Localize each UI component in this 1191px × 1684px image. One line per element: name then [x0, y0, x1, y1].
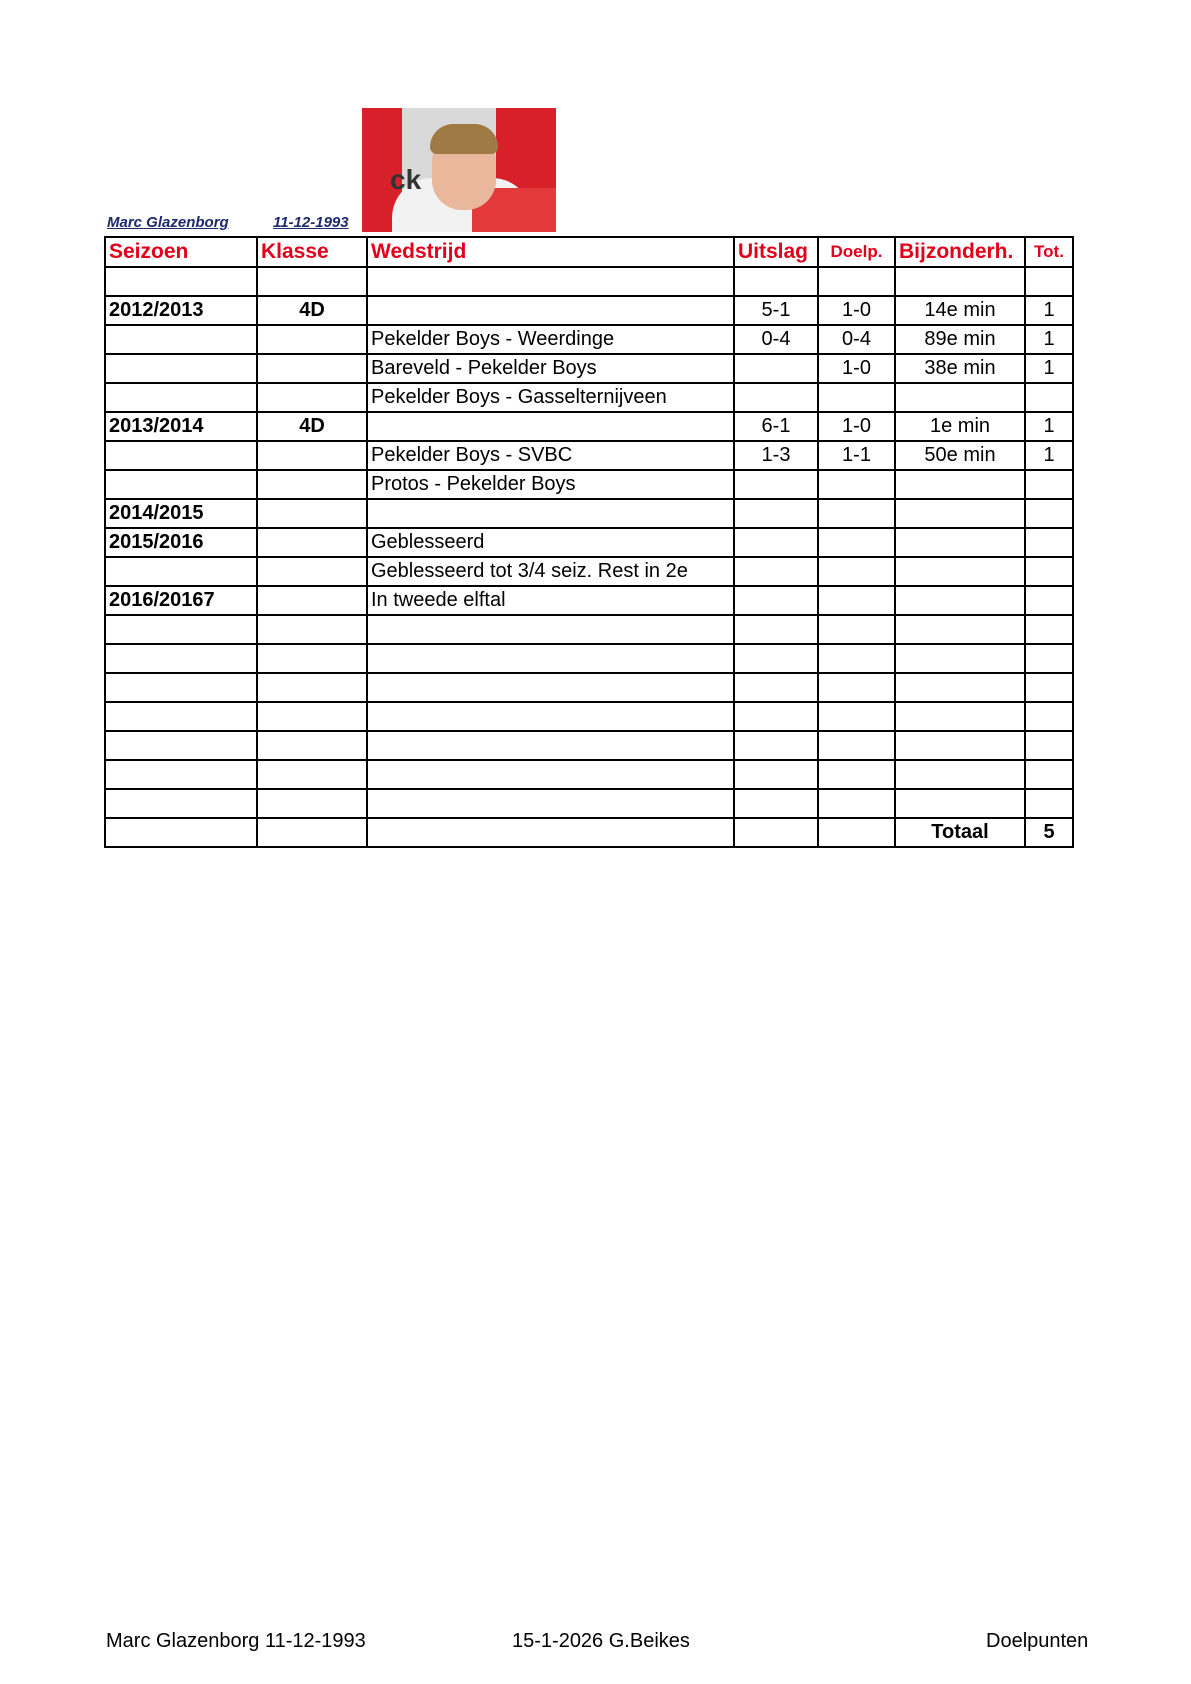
table-row: [105, 789, 1073, 818]
cell-tot: 1: [1025, 441, 1073, 470]
cell-wedstrijd: Protos - Pekelder Boys: [367, 470, 734, 499]
cell-doelp: [818, 557, 895, 586]
cell-bijzonderh: [895, 557, 1025, 586]
header-klasse: Klasse: [257, 237, 367, 267]
cell-uitslag: 0-4: [734, 325, 818, 354]
cell-seizoen: [105, 673, 257, 702]
cell-doelp: [818, 731, 895, 760]
cell-wedstrijd: Geblesseerd: [367, 528, 734, 557]
cell-bijzonderh: [895, 470, 1025, 499]
cell-klasse: [257, 470, 367, 499]
cell-doelp: [818, 673, 895, 702]
table-header-row: [105, 237, 1073, 267]
cell-klasse: [257, 586, 367, 615]
cell-klasse: [257, 673, 367, 702]
cell-bijzonderh: [895, 731, 1025, 760]
table-row: [105, 528, 1073, 557]
totaal-row: [105, 818, 1073, 847]
cell-wedstrijd: [367, 702, 734, 731]
cell-uitslag: [734, 789, 818, 818]
cell-uitslag: [734, 673, 818, 702]
cell-tot: [1025, 383, 1073, 412]
cell-tot: [1025, 267, 1073, 296]
cell-bijzonderh: [895, 499, 1025, 528]
cell-seizoen: [105, 267, 257, 296]
cell-bijzonderh: [895, 789, 1025, 818]
cell-uitslag: [734, 528, 818, 557]
cell-wedstrijd: Pekelder Boys - Weerdinge: [367, 325, 734, 354]
cell-seizoen: [105, 789, 257, 818]
cell-seizoen: [105, 441, 257, 470]
cell-wedstrijd: In tweede elftal: [367, 586, 734, 615]
cell-uitslag: [734, 644, 818, 673]
cell-tot: [1025, 673, 1073, 702]
cell-seizoen: [105, 557, 257, 586]
cell-uitslag: [734, 499, 818, 528]
cell-seizoen: [105, 760, 257, 789]
cell-seizoen: [105, 325, 257, 354]
table-row: [105, 557, 1073, 586]
cell-doelp: [818, 470, 895, 499]
cell-wedstrijd: Geblesseerd tot 3/4 seiz. Rest in 2e: [367, 557, 734, 586]
table-row: [105, 586, 1073, 615]
cell-tot: 1: [1025, 412, 1073, 441]
cell-wedstrijd: [367, 499, 734, 528]
cell-bijzonderh: [895, 702, 1025, 731]
cell-bijzonderh: 1e min: [895, 412, 1025, 441]
cell-seizoen: 2016/20167: [105, 586, 257, 615]
table-row: [105, 441, 1073, 470]
cell-bijzonderh: [895, 586, 1025, 615]
cell-seizoen: [105, 354, 257, 383]
cell-doelp: [818, 615, 895, 644]
cell-klasse: [257, 528, 367, 557]
cell-bijzonderh: [895, 528, 1025, 557]
cell-tot: [1025, 702, 1073, 731]
cell-doelp: [818, 383, 895, 412]
footer-right: Doelpunten: [986, 1630, 1089, 1652]
cell-klasse: [257, 354, 367, 383]
table-row: [105, 731, 1073, 760]
cell-wedstrijd: Pekelder Boys - SVBC: [367, 441, 734, 470]
cell-wedstrijd: [367, 644, 734, 673]
cell-uitslag: [734, 354, 818, 383]
cell-klasse: 4D: [257, 296, 367, 325]
cell-uitslag: 6-1: [734, 412, 818, 441]
totaal-label: Totaal: [895, 818, 1025, 847]
cell-bijzonderh: 50e min: [895, 441, 1025, 470]
cell-klasse: [257, 325, 367, 354]
cell-klasse: [257, 557, 367, 586]
cell-doelp: 0-4: [818, 325, 895, 354]
cell-doelp: [818, 499, 895, 528]
cell-doelp: 1-0: [818, 354, 895, 383]
cell-doelp: [818, 644, 895, 673]
cell-tot: [1025, 760, 1073, 789]
cell-tot: 1: [1025, 354, 1073, 383]
cell-wedstrijd: [367, 673, 734, 702]
goals-table: [104, 236, 1074, 848]
cell-tot: [1025, 644, 1073, 673]
table-row: [105, 412, 1073, 441]
header-uitslag: Uitslag: [734, 237, 818, 267]
cell-bijzonderh: [895, 383, 1025, 412]
cell-klasse: [257, 731, 367, 760]
cell-klasse: [257, 615, 367, 644]
cell-doelp: 1-1: [818, 441, 895, 470]
cell-wedstrijd: [367, 412, 734, 441]
cell-seizoen: [105, 470, 257, 499]
cell-tot: [1025, 615, 1073, 644]
cell-klasse: [257, 499, 367, 528]
cell-uitslag: [734, 702, 818, 731]
table-row: [105, 702, 1073, 731]
cell-seizoen: [105, 383, 257, 412]
cell-bijzonderh: [895, 760, 1025, 789]
cell-doelp: [818, 586, 895, 615]
cell-uitslag: [734, 760, 818, 789]
cell-wedstrijd: [367, 615, 734, 644]
cell-seizoen: 2013/2014: [105, 412, 257, 441]
cell-seizoen: 2014/2015: [105, 499, 257, 528]
cell-seizoen: 2015/2016: [105, 528, 257, 557]
cell-uitslag: [734, 731, 818, 760]
cell-uitslag: 1-3: [734, 441, 818, 470]
cell-tot: [1025, 789, 1073, 818]
header-bijzonderh: Bijzonderh.: [895, 237, 1025, 267]
footer-center: 15-1-2026 G.Beikes: [512, 1630, 690, 1652]
cell-doelp: [818, 528, 895, 557]
cell-bijzonderh: 89e min: [895, 325, 1025, 354]
cell-seizoen: [105, 615, 257, 644]
cell-doelp: 1-0: [818, 412, 895, 441]
cell-doelp: 1-0: [818, 296, 895, 325]
cell-uitslag: 5-1: [734, 296, 818, 325]
player-name[interactable]: Marc Glazenborg: [107, 214, 229, 231]
cell-uitslag: [734, 586, 818, 615]
cell-doelp: [818, 267, 895, 296]
cell-tot: [1025, 499, 1073, 528]
cell-doelp: [818, 702, 895, 731]
footer-left: Marc Glazenborg 11-12-1993: [106, 1630, 366, 1652]
table-body: [105, 267, 1073, 818]
cell-klasse: [257, 441, 367, 470]
cell-tot: [1025, 731, 1073, 760]
table-row: [105, 470, 1073, 499]
cell-wedstrijd: [367, 296, 734, 325]
cell-doelp: [818, 760, 895, 789]
cell-seizoen: [105, 731, 257, 760]
cell-wedstrijd: [367, 760, 734, 789]
cell-seizoen: 2012/2013: [105, 296, 257, 325]
cell-wedstrijd: Pekelder Boys - Gasselternijveen: [367, 383, 734, 412]
cell-klasse: [257, 789, 367, 818]
cell-bijzonderh: [895, 673, 1025, 702]
cell-wedstrijd: [367, 789, 734, 818]
header-wedstrijd: Wedstrijd: [367, 237, 734, 267]
cell-uitslag: [734, 557, 818, 586]
cell-tot: [1025, 528, 1073, 557]
table-row: [105, 325, 1073, 354]
cell-doelp: [818, 789, 895, 818]
cell-tot: 1: [1025, 296, 1073, 325]
cell-seizoen: [105, 644, 257, 673]
cell-bijzonderh: [895, 615, 1025, 644]
table-row: [105, 499, 1073, 528]
table-row: [105, 615, 1073, 644]
cell-tot: [1025, 557, 1073, 586]
cell-uitslag: [734, 267, 818, 296]
cell-bijzonderh: [895, 267, 1025, 296]
table-row: [105, 644, 1073, 673]
totaal-value: 5: [1025, 818, 1073, 847]
cell-seizoen: [105, 702, 257, 731]
cell-uitslag: [734, 615, 818, 644]
cell-uitslag: [734, 383, 818, 412]
cell-tot: 1: [1025, 325, 1073, 354]
cell-klasse: 4D: [257, 412, 367, 441]
cell-uitslag: [734, 470, 818, 499]
cell-klasse: [257, 267, 367, 296]
header-seizoen: Seizoen: [105, 237, 257, 267]
cell-wedstrijd: [367, 267, 734, 296]
header-tot: Tot.: [1025, 237, 1073, 267]
cell-bijzonderh: 38e min: [895, 354, 1025, 383]
table-row: [105, 673, 1073, 702]
table-row: [105, 354, 1073, 383]
cell-tot: [1025, 470, 1073, 499]
cell-klasse: [257, 644, 367, 673]
cell-wedstrijd: Bareveld - Pekelder Boys: [367, 354, 734, 383]
cell-tot: [1025, 586, 1073, 615]
cell-bijzonderh: 14e min: [895, 296, 1025, 325]
player-birthdate[interactable]: 11-12-1993: [273, 214, 349, 231]
header-doelp: Doelp.: [818, 237, 895, 267]
table-row: [105, 760, 1073, 789]
cell-klasse: [257, 383, 367, 412]
cell-wedstrijd: [367, 731, 734, 760]
player-photo: ck: [362, 108, 556, 232]
table-row: [105, 383, 1073, 412]
cell-klasse: [257, 702, 367, 731]
cell-bijzonderh: [895, 644, 1025, 673]
table-row: [105, 267, 1073, 296]
cell-klasse: [257, 760, 367, 789]
table-row: [105, 296, 1073, 325]
